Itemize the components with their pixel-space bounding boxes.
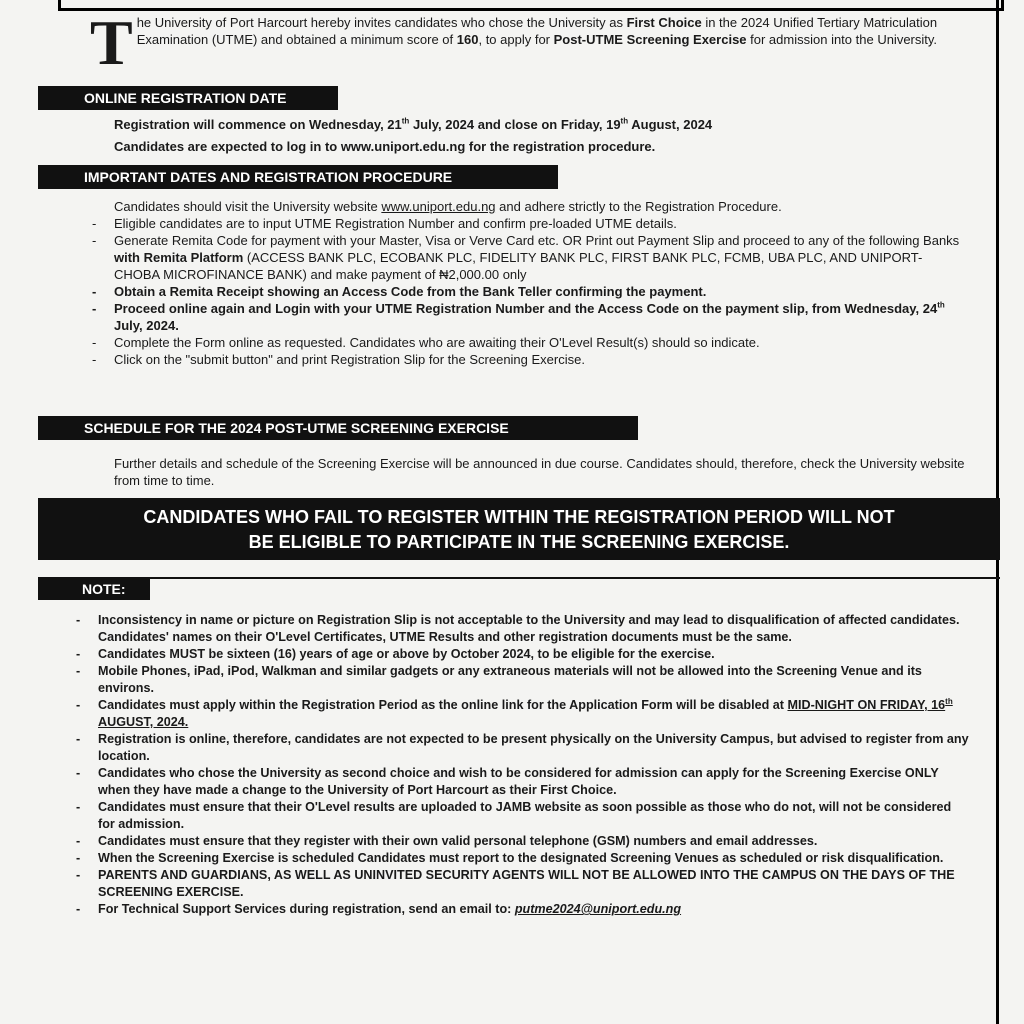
item-text: For Technical Support Services during registration, send an email to: xyxy=(98,902,515,916)
warning-line: CANDIDATES WHO FAIL TO REGISTER WITHIN THE REGISTRATION PERIOD WILL NOT xyxy=(143,507,895,527)
note-heading: NOTE: xyxy=(38,578,150,600)
list-item: - Complete the Form online as requested. Candidates who are awaiting their O'Level Result(s) should so indicate. xyxy=(86,334,966,351)
list-item: - PARENTS AND GUARDIANS, AS WELL AS UNINVITED SECURITY AGENTS WILL NOT BE ALLOWED INTO THE CAMPUS ON THE DAYS OF THE SCREENING EXERCISE. xyxy=(70,867,970,901)
list-item: - Candidates must ensure that they register with their own valid personal telephone (GSM) numbers and email addresses. xyxy=(70,833,970,850)
intro-text: , to apply for xyxy=(478,32,554,47)
list-item xyxy=(70,697,970,731)
procedure-heading: IMPORTANT DATES AND REGISTRATION PROCEDURE xyxy=(38,165,558,189)
list-item: - Obtain a Remita Receipt showing an Access Code from the Bank Teller confirming the payment. xyxy=(86,283,966,300)
list-item: - When the Screening Exercise is scheduled Candidates must report to the designated Screening Venues as scheduled or risk disqualification. xyxy=(70,850,970,867)
intro-score: 160 xyxy=(456,32,479,47)
item-text: Generate Remita Code for payment with your Master, Visa or Verve Card etc. OR Print out Payment Slip and proceed to any of the following Banks xyxy=(114,233,960,248)
registration-warning-banner xyxy=(38,498,1000,560)
list-item: - Candidates MUST be sixteen (16) years of age or above by October 2024, to be eligible for the exercise. xyxy=(70,646,970,663)
intro-text: in the 2024 Unified Tertiary Matriculation Examination (UTME) and obtained a minimum score of xyxy=(136,15,938,47)
item-sup: th xyxy=(937,300,945,310)
intro-text: he University of Port Harcourt hereby invites candidates who chose the University as xyxy=(136,15,627,30)
reg-text: July, 2024 and close on Friday, 19 xyxy=(409,117,621,132)
list-item: - Click on the "submit button" and print Registration Slip for the Screening Exercise. xyxy=(86,351,966,368)
item-text: and adhere strictly to the Registration Procedure. xyxy=(495,199,782,214)
intro-first-choice: First Choice xyxy=(626,15,702,30)
drop-cap: T xyxy=(90,7,133,78)
reg-text: Registration will commence on Wednesday, 21 xyxy=(114,117,402,132)
procedure-list xyxy=(86,198,966,368)
online-registration-heading: ONLINE REGISTRATION DATE xyxy=(38,86,338,110)
list-item xyxy=(86,232,966,283)
list-item xyxy=(70,901,970,918)
list-item: - Candidates must ensure that their O'Level results are uploaded to JAMB website as soon possible as those who do not, will not be considered for admission. xyxy=(70,799,970,833)
item-sup: th xyxy=(945,696,953,706)
list-item: - Registration is online, therefore, candidates are not expected to be present physically on the University Campus, but advised to register from any location. xyxy=(70,731,970,765)
reg-sup: th xyxy=(620,116,629,126)
list-item: - Mobile Phones, iPad, iPod, Walkman and similar gadgets or any extraneous materials will not be allowed into the Screening Venue and its environs. xyxy=(70,663,970,697)
top-border-frame xyxy=(58,0,1004,11)
item-text: Proceed online again and Login with your UTME Registration Number and the Access Code on the payment slip, from Wednesday, 24 xyxy=(114,301,938,316)
note-rule xyxy=(38,577,1000,579)
schedule-text: Further details and schedule of the Screening Exercise will be announced in due course. Candidates should, therefore, check the University website from time to time. xyxy=(114,456,965,488)
list-item: - Candidates who chose the University as second choice and wish to be considered for admission can apply for the Screening Exercise ONLY when they have made a change to the University of Port Harcourt as their First Choice. xyxy=(70,765,970,799)
schedule-heading: SCHEDULE FOR THE 2024 POST-UTME SCREENING EXERCISE xyxy=(38,416,638,440)
note-list xyxy=(70,612,970,918)
reg-text: August, 2024 xyxy=(628,117,713,132)
list-item xyxy=(86,198,966,215)
intro-paragraph xyxy=(90,7,970,78)
item-underlined: AUGUST, 2024. xyxy=(98,715,189,729)
support-email-link[interactable]: putme2024@uniport.edu.ng xyxy=(514,902,682,916)
list-item xyxy=(86,300,966,334)
registration-login-note: Candidates are expected to log in to www.uniport.edu.ng for the registration procedure. xyxy=(114,139,656,154)
intro-post-utme: Post-UTME Screening Exercise xyxy=(553,32,747,47)
list-item: - Eligible candidates are to input UTME Registration Number and confirm pre-loaded UTME details. xyxy=(86,215,966,232)
intro-text: for admission into the University. xyxy=(746,32,938,47)
item-underlined: MID-NIGHT ON FRIDAY, 16 xyxy=(787,698,946,712)
item-text: July, 2024. xyxy=(114,318,179,333)
item-text: Candidates must apply within the Registration Period as the online link for the Application Form will be disabled at xyxy=(98,698,788,712)
website-link[interactable]: www.uniport.edu.ng xyxy=(381,199,496,214)
reg-sup: th xyxy=(401,116,410,126)
item-text: Candidates should visit the University website xyxy=(114,199,382,214)
list-item: - Inconsistency in name or picture on Registration Slip is not acceptable to the University and may lead to disqualification of affected candidates. Candidates' names on their O'Level Certificates, UTME Results and other registration documents must be the same. xyxy=(70,612,970,646)
item-text: (ACCESS BANK PLC, ECOBANK PLC, FIDELITY BANK PLC, FIRST BANK PLC, FCMB, UBA PLC, AND UNIPORT-CHOBA MICROFINANCE BANK) and make payment of ₦2,000.00 only xyxy=(114,250,923,282)
registration-dates xyxy=(114,116,974,133)
warning-line: BE ELIGIBLE TO PARTICIPATE IN THE SCREENING EXERCISE. xyxy=(248,532,790,552)
item-bold: with Remita Platform xyxy=(114,250,244,265)
